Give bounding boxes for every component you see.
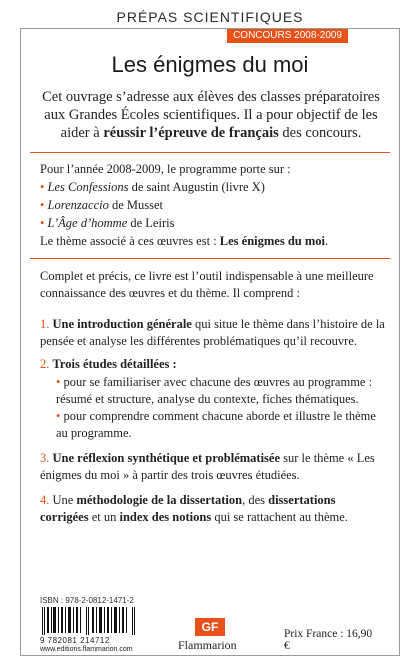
item-1: 1. Une introduction générale qui situe le thème dans l’histoire de la pensée et analyse les différentes problématiques qu’il recouvre. bbox=[40, 317, 385, 348]
barcode-number: 9 782081 214712 bbox=[40, 636, 110, 645]
contest-badge: CONCOURS 2008-2009 bbox=[227, 29, 348, 43]
gf-logo-icon: GF bbox=[195, 618, 225, 636]
item-4: 4. Une méthodologie de la dissertation, des dissertations corrigées et un index des notions qui se rattachent au thème. bbox=[40, 493, 348, 524]
summary-paragraph: Complet et précis, ce livre est l’outil indispensable à une meilleure connaissance des œuvres et du thème. Il comprend : bbox=[40, 269, 374, 300]
item-2b: • pour comprendre comment chacune aborde et illustre le thème au programme. bbox=[56, 409, 376, 440]
work-item: • Les Confessions de saint Augustin (livre X) bbox=[40, 180, 265, 194]
item-2a: • pour se familiariser avec chacune des œuvres au programme : résumé et structure, analyse du contexte, fiches thématiques. bbox=[56, 375, 373, 406]
program-block bbox=[40, 160, 390, 250]
price-label: Prix France : 16,90 € bbox=[284, 628, 373, 652]
publisher-website: www.editions.flammarion.com bbox=[40, 646, 133, 653]
item-3: 3. Une réflexion synthétique et problématisée sur le thème « Les énigmes du moi » à partir des trois œuvres étudiées. bbox=[40, 451, 375, 482]
book-title: Les énigmes du moi bbox=[111, 52, 309, 77]
theme-line: Le thème associé à ces œuvres est : Les énigmes du moi. bbox=[40, 234, 329, 248]
program-lead: Pour l’année 2008-2009, le programme porte sur : bbox=[40, 162, 291, 176]
work-item: • Lorenzaccio de Musset bbox=[40, 198, 164, 212]
item-2: 2. Trois études détaillées : bbox=[40, 357, 177, 371]
cover-footer bbox=[40, 596, 380, 656]
divider-top bbox=[30, 152, 390, 153]
isbn-label: ISBN : 978-2-0812-1471-2 bbox=[40, 596, 134, 605]
work-item: • L’Âge d’homme de Leiris bbox=[40, 216, 175, 230]
intro-paragraph: Cet ouvrage s’adresse aux élèves des classes préparatoires aux Grandes Écoles scientifiques. Il a pour objectif de les aider à réussir l’épreuve de français des concours. bbox=[42, 89, 380, 141]
barcode-icon bbox=[40, 607, 140, 635]
publisher-name: Flammarion bbox=[178, 638, 237, 652]
series-title: PRÉPAS SCIENTIFIQUES bbox=[0, 9, 420, 25]
divider-middle bbox=[30, 258, 390, 259]
